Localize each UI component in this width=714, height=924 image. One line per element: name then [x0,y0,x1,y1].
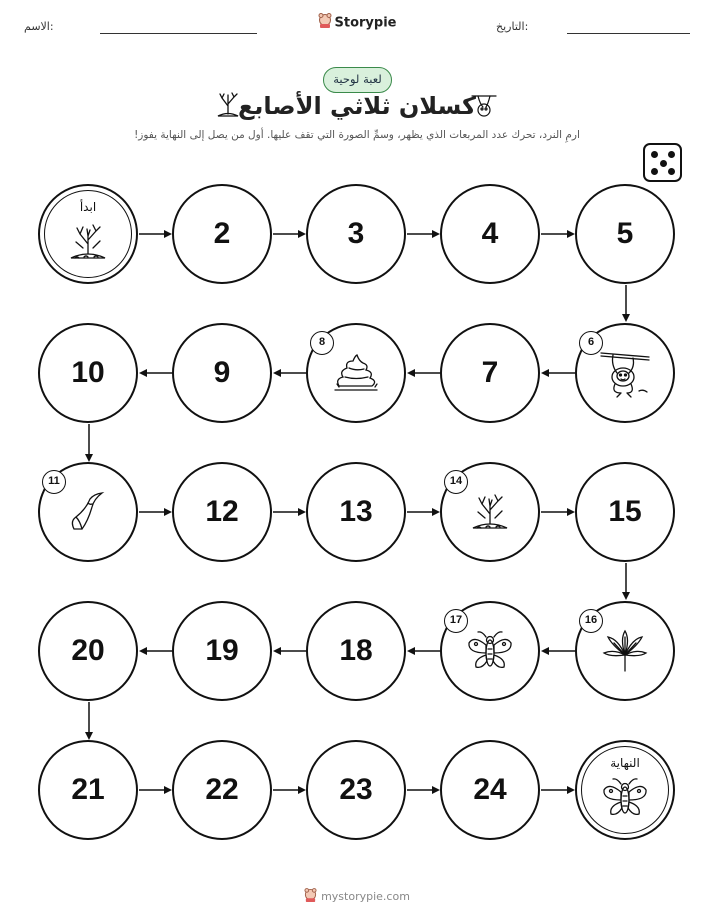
cell-number: 2 [213,217,231,250]
board-cell[interactable] [172,740,272,840]
cell-number: 9 [213,356,231,389]
board-cell[interactable] [575,323,675,423]
cell-number: 22 [205,773,239,806]
date-label: التاريخ: [496,20,529,33]
instructions: ارمِ النرد، تحرك عدد المربعات الذي يظهر، وسمِّ الصورة التي تقف عليها. أول من يصل إلى النهاية يفوز! [134,129,580,141]
cell-number: 13 [339,495,373,528]
board-cell[interactable] [172,323,272,423]
cell-number: 15 [608,495,642,528]
poop-icon [331,353,381,397]
board-cell[interactable] [440,323,540,423]
cell-number: 3 [347,217,365,250]
start-label: ابدأ [79,200,97,214]
name-label: الاسم: [24,20,54,33]
board-cell[interactable] [306,740,406,840]
cell-number: 19 [205,634,239,667]
cell-number-badge: 17 [444,609,468,633]
cell-number: 24 [473,773,507,806]
cell-number: 23 [339,773,373,806]
cell-number: 7 [481,356,499,389]
claw-icon [64,491,112,537]
footer-url[interactable]: mystorypie.com [321,890,410,903]
board-cell[interactable] [306,184,406,284]
cell-number-badge: 8 [310,331,334,355]
cell-number-badge: 11 [42,470,66,494]
board-cell[interactable] [575,184,675,284]
board-cell[interactable] [172,601,272,701]
coral-icon [66,222,110,266]
board-cell[interactable] [38,740,138,840]
board-cell[interactable] [38,323,138,423]
cell-number: 10 [71,356,105,389]
cell-number: 21 [71,773,105,806]
cell-number: 20 [71,634,105,667]
page-title: كسلان ثلاثي الأصابع [237,92,477,120]
leaf-icon [602,629,648,677]
board-cell[interactable] [440,184,540,284]
cell-number: 4 [481,217,499,250]
cell-number-badge: 14 [444,470,468,494]
storypie-bear-icon [304,888,317,906]
footer [0,888,714,906]
board-cell[interactable] [440,740,540,840]
cell-number-badge: 16 [579,609,603,633]
board-cell[interactable] [306,323,406,423]
board-cell[interactable] [306,601,406,701]
board-cell[interactable] [38,601,138,701]
brand-name: Storypie [334,15,397,31]
board-cell[interactable] [575,462,675,562]
coral-icon [468,492,512,536]
moth-icon [601,776,649,824]
cell-number: 5 [616,217,634,250]
cell-number-badge: 6 [579,331,603,355]
moth-icon [466,629,514,677]
board-cell[interactable] [306,462,406,562]
cell-number: 18 [339,634,373,667]
sloth-icon [599,347,651,403]
game-type-badge: لعبة لوحية [323,67,392,93]
board-cell[interactable] [575,601,675,701]
end-label: النهاية [610,756,640,770]
cell-number: 12 [205,495,239,528]
board-cell[interactable] [440,601,540,701]
board-cell[interactable] [38,462,138,562]
end-cell[interactable] [575,740,675,840]
board-cell[interactable] [172,184,272,284]
start-cell[interactable] [38,184,138,284]
board-cell[interactable] [172,462,272,562]
board-cell[interactable] [440,462,540,562]
